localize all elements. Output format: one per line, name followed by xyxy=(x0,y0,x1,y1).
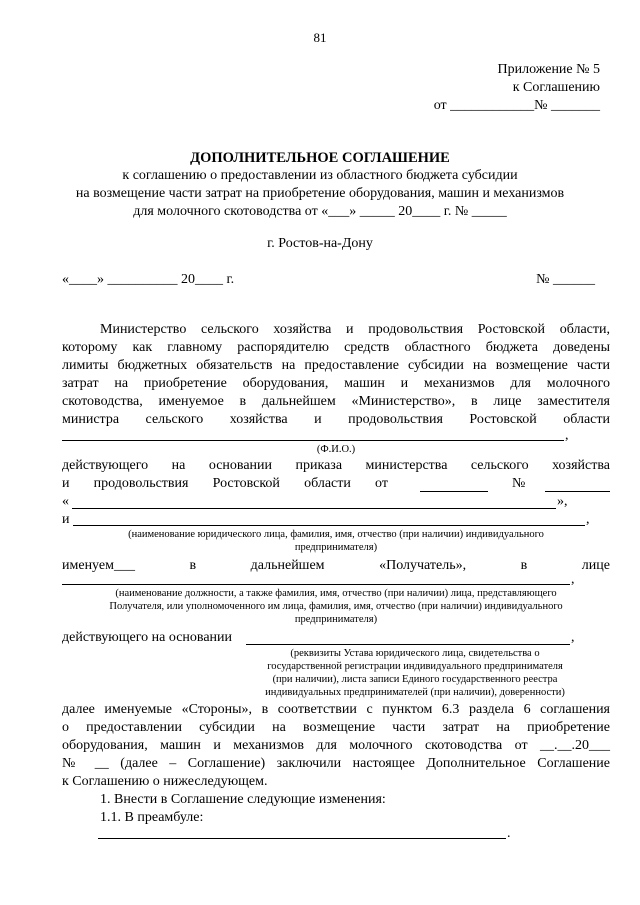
basis-comma: , xyxy=(571,630,575,645)
appendix-reference: к Соглашению xyxy=(512,80,600,95)
subtitle-line-2: на возмещение части затрат на приобретение оборудования, машин и механизмов xyxy=(75,186,565,201)
rep-caption-1: (наименование должности, а также фамилия, имя, отчество (при наличии) лица, представляющего xyxy=(115,588,557,599)
order-name-field[interactable] xyxy=(72,508,556,509)
item-1: 1. Внести в Соглашение следующие изменения: xyxy=(100,792,386,807)
and-label: и xyxy=(62,512,70,527)
paragraph-1-line-2: которому как главному распорядителю средств областного бюджета доведены xyxy=(62,340,610,355)
basis-field[interactable] xyxy=(246,644,570,645)
appendix-date-number: от ____________№ _______ xyxy=(433,98,600,113)
acting-line-2: и продовольствия Ростовской области от xyxy=(62,476,388,491)
paragraph-2-line-4: № __ (далее – Соглашение) заключили настоящее Дополнительное Соглашение xyxy=(62,756,610,771)
recipient-caption-2: предпринимателя) xyxy=(294,542,378,553)
paragraph-1-line-6: министра сельского хозяйства и продовольствия Ростовской области xyxy=(62,412,610,427)
representative-field[interactable] xyxy=(62,584,570,585)
basis-caption-1: (реквизиты Устава юридического лица, свидетельства о xyxy=(290,648,540,659)
item-1-1: 1.1. В преамбуле: xyxy=(100,810,204,825)
subtitle-line-1: к соглашению о предоставлении из областного бюджета субсидии xyxy=(122,168,518,183)
paragraph-2-line-3: оборудования, машин и механизмов для молочного скотоводства от __.__.20___ xyxy=(62,738,610,753)
fio-field[interactable] xyxy=(62,440,564,441)
basis-caption-2: государственной регистрации индивидуального предпринимателя xyxy=(267,661,563,672)
recipient-caption-1: (наименование юридического лица, фамилия, имя, отчество (при наличии) индивидуального xyxy=(128,529,544,540)
paragraph-2-line-2: о предоставлении субсидии на возмещение части затрат на приобретение xyxy=(62,720,610,735)
city: г. Ростов-на-Дону xyxy=(267,236,373,251)
paragraph-2-line-5: к Соглашению о нижеследующем. xyxy=(62,774,268,789)
fio-caption: (Ф.И.О.) xyxy=(316,444,356,455)
document-title: ДОПОЛНИТЕЛЬНОЕ СОГЛАШЕНИЕ xyxy=(190,150,450,166)
final-dot: . xyxy=(507,826,511,841)
paragraph-1-line-4: затрат на приобретение оборудования, машин и механизмов для молочного xyxy=(62,376,610,391)
paragraph-1-line-1: Министерство сельского хозяйства и продовольствия Ростовской области, xyxy=(100,322,610,337)
named-line: именуем___ в дальнейшем «Получатель», в лице xyxy=(62,558,610,573)
order-number-field[interactable] xyxy=(545,491,610,492)
acting-basis-label: действующего на основании xyxy=(62,630,233,645)
preamble-field[interactable] xyxy=(98,838,506,839)
date-line: «____» __________ 20____ г. xyxy=(62,272,235,287)
quote-close: », xyxy=(557,494,568,509)
rep-caption-3: предпринимателя) xyxy=(294,614,378,625)
paragraph-1-line-5: скотоводства, именуемое в дальнейшем «Министерство», в лице заместителя xyxy=(62,394,610,409)
basis-caption-3: (при наличии), листа записи Единого государственного реестра xyxy=(272,674,558,685)
paragraph-2-line-1: далее именуемые «Стороны», в соответствии с пунктом 6.3 раздела 6 соглашения xyxy=(62,702,610,717)
subtitle-line-3: для молочного скотоводства от «___» _____ 20____ г. № _____ xyxy=(133,204,507,219)
page-number: 81 xyxy=(313,30,327,45)
acting-line-1: действующего на основании приказа министерства сельского хозяйства xyxy=(62,458,610,473)
appendix-number: Приложение № 5 xyxy=(497,62,600,77)
fio-comma: , xyxy=(565,428,569,443)
recipient-field[interactable] xyxy=(73,525,585,526)
representative-comma: , xyxy=(571,572,575,587)
quote-open: « xyxy=(62,494,69,509)
order-date-field[interactable] xyxy=(420,491,488,492)
rep-caption-2: Получателя, или уполномоченного им лица, фамилия, имя, отчество (при наличии) индивидуального xyxy=(109,601,563,612)
recipient-comma: , xyxy=(586,512,590,527)
paragraph-1-line-3: лимиты бюджетных обязательств на предоставление субсидии на возмещение части xyxy=(62,358,610,373)
order-number-label: № xyxy=(512,476,526,491)
basis-caption-4: индивидуальных предпринимателей (при наличии), доверенности) xyxy=(265,687,565,698)
number-line: № ______ xyxy=(536,272,595,287)
